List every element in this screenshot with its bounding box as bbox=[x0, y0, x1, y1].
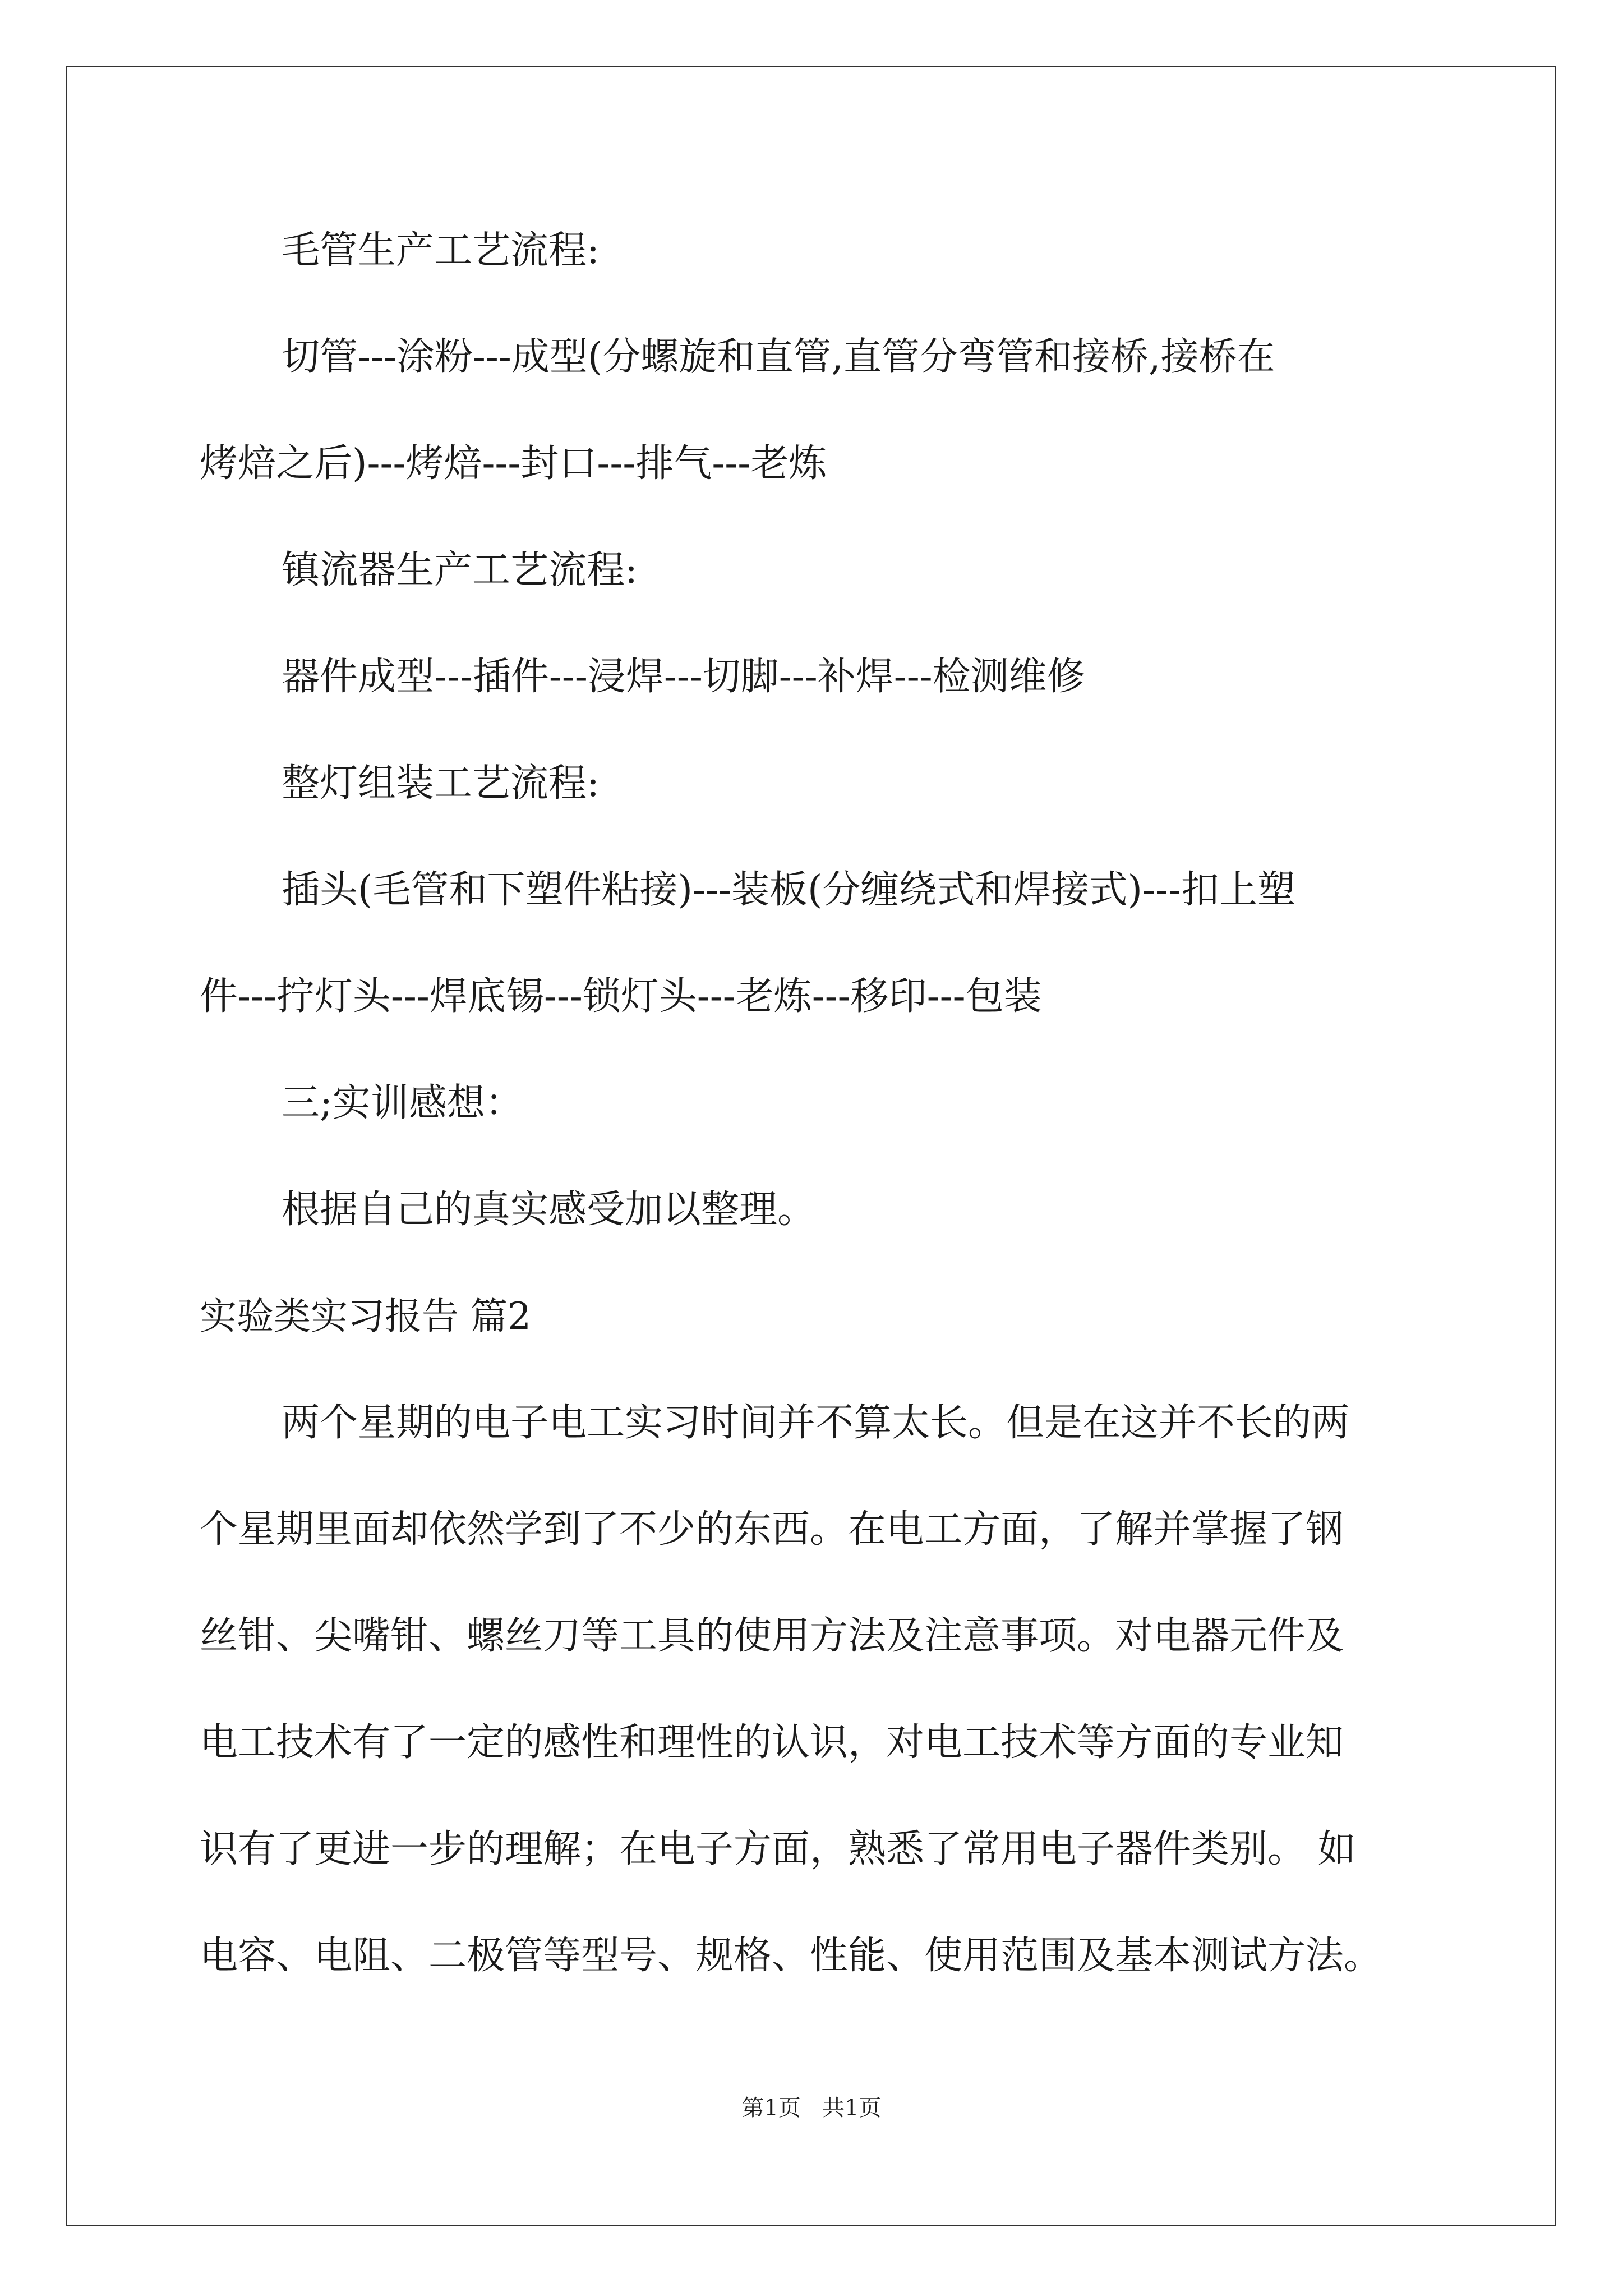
text-line: 整灯组装工艺流程: bbox=[282, 761, 600, 806]
section-heading: 实验类实习报告 篇2 bbox=[200, 1295, 531, 1338]
text-line: 毛管生产工艺流程: bbox=[282, 228, 600, 273]
text-line: 器件成型---插件---浸焊---切脚---补焊---检测维修 bbox=[282, 655, 1085, 699]
text-line: 三;实训感想： bbox=[282, 1081, 523, 1125]
text-line: 电容、电阻、二极管等型号、规格、性能、使用范围及基本测试方法。 bbox=[200, 1934, 1382, 1978]
text-line: 切管---涂粉---成型(分螺旋和直管,直管分弯管和接桥,接桥在 bbox=[282, 335, 1275, 379]
text-line: 识有了更进一步的理解；在电子方面，熟悉了常用电子器件类别。 如 bbox=[200, 1827, 1356, 1871]
text-line: 个星期里面却依然学到了不少的东西。在电工方面，了解并掌握了钢 bbox=[200, 1507, 1344, 1552]
text-line: 丝钳、尖嘴钳、螺丝刀等工具的使用方法及注意事项。对电器元件及 bbox=[200, 1614, 1344, 1658]
text-line: 镇流器生产工艺流程: bbox=[282, 548, 638, 592]
text-line: 插头(毛管和下塑件粘接)---装板(分缠绕式和焊接式)---扣上塑 bbox=[282, 868, 1295, 912]
page-border bbox=[66, 66, 1556, 2226]
text-line: 两个星期的电子电工实习时间并不算太长。但是在这并不长的两 bbox=[282, 1401, 1350, 1445]
text-line: 电工技术有了一定的感性和理性的认识，对电工技术等方面的专业知 bbox=[200, 1720, 1344, 1765]
page-footer: 第1页 共1页 bbox=[741, 2095, 882, 2121]
text-line: 烤焙之后)---烤焙---封口---排气---老炼 bbox=[200, 441, 827, 486]
text-line: 根据自己的真实感受加以整理。 bbox=[282, 1188, 816, 1232]
text-line: 件---拧灯头---焊底锡---锁灯头---老炼---移印---包装 bbox=[200, 974, 1042, 1019]
